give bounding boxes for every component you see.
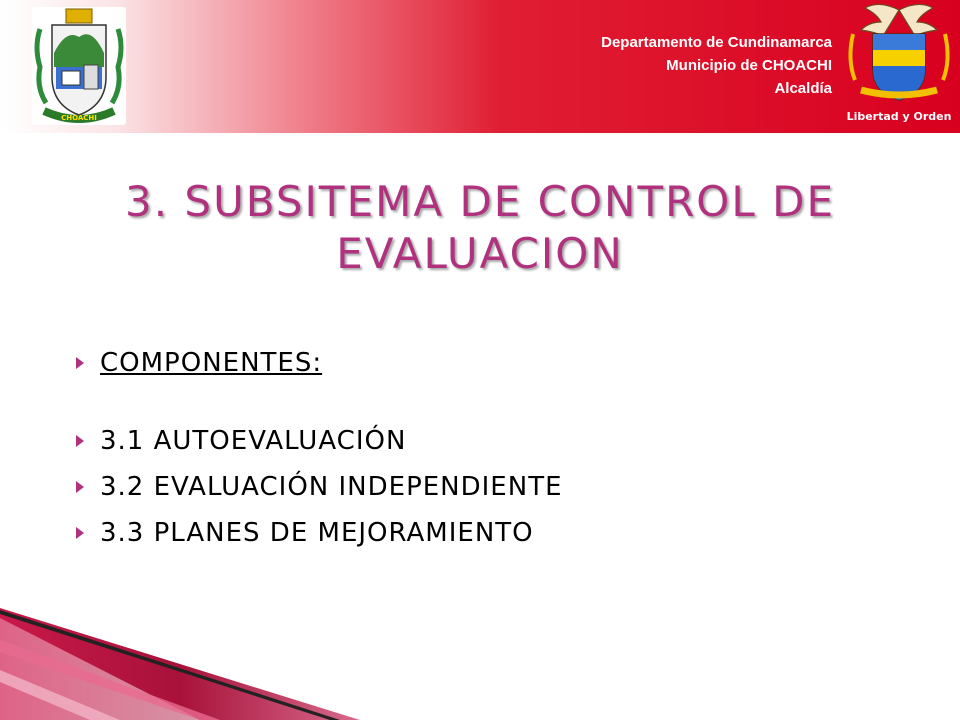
triangle-bullet-icon — [76, 357, 84, 369]
title-line-1: 3. SUBSITEMA DE CONTROL DE — [124, 177, 835, 226]
list-item-text: 3.2 EVALUACIÓN INDEPENDIENTE — [100, 472, 563, 502]
mayoralty-label: Alcaldía — [774, 80, 832, 97]
motto-text: Libertad y Orden — [846, 110, 952, 123]
choachi-coat-of-arms-logo — [32, 7, 126, 125]
triangle-bullet-icon — [76, 435, 84, 447]
slide-title — [60, 176, 900, 280]
bullet-list — [74, 340, 874, 556]
bottom-decoration — [0, 600, 960, 720]
colombia-coat-of-arms-logo — [843, 0, 955, 130]
list-item-text: COMPONENTES: — [100, 348, 323, 378]
header-banner — [0, 0, 960, 133]
header-text-block — [601, 31, 832, 100]
list-item — [74, 340, 874, 386]
triangle-bullet-icon — [76, 527, 84, 539]
title-line-2: EVALUACION — [336, 229, 624, 278]
department-label: Departamento de Cundinamarca — [601, 34, 832, 51]
list-item — [74, 418, 874, 464]
list-item — [74, 464, 874, 510]
list-item — [74, 510, 874, 556]
municipality-label: Municipio de CHOACHI — [666, 57, 832, 74]
seal-text: CHOACHI — [61, 114, 97, 122]
list-item-text: 3.3 PLANES DE MEJORAMIENTO — [100, 518, 534, 548]
triangle-bullet-icon — [76, 481, 84, 493]
list-item-text: 3.1 AUTOEVALUACIÓN — [100, 426, 407, 456]
